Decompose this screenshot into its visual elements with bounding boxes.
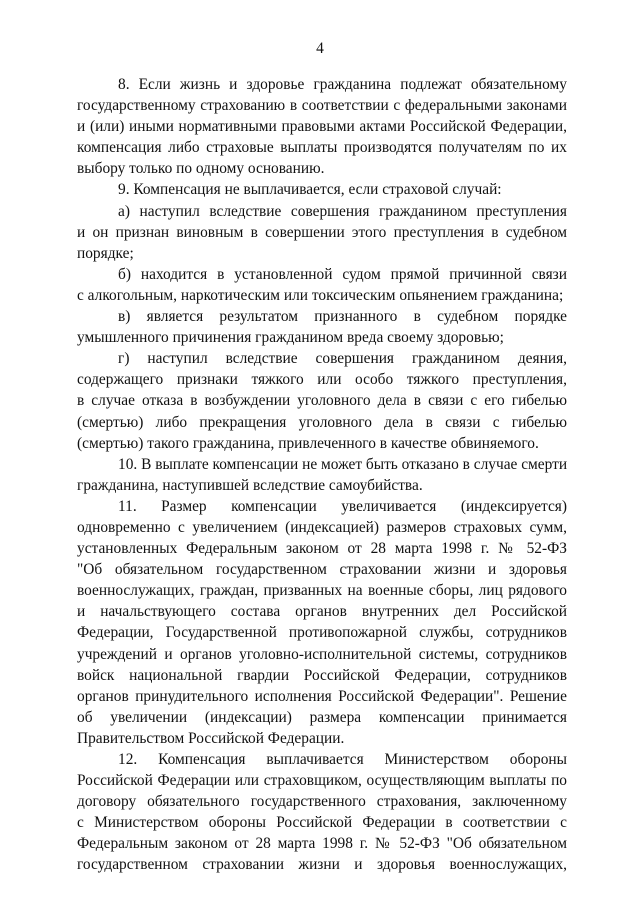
text-line: и он признан виновным в совершении этого преступления в судебном	[77, 223, 567, 241]
text-line: Федеральным законом от 28 марта 1998 г. № 52-ФЗ "Об обязательном	[77, 835, 567, 853]
text-line: (смертью) такого гражданина, привлеченного в качестве обвиняемого.	[77, 434, 539, 452]
text-line: и (или) иными нормативными правовыми актами Российской Федерации,	[77, 118, 567, 136]
text-line: компенсация либо страховые выплаты производятся получателям по их	[77, 139, 567, 157]
text-line: установленных Федеральным законом от 28 марта 1998 г. № 52-ФЗ	[77, 540, 567, 558]
text-line: гражданина, наступившей вследствие самоубийства.	[77, 476, 423, 494]
text-line: в случае отказа в возбуждении уголовного дела в связи с его гибелью	[77, 392, 567, 410]
text-line: органов принудительного исполнения Российской Федерации". Решение	[77, 687, 567, 705]
text-line: Российской Федерации или страховщиком, осуществляющим выплаты по	[77, 772, 567, 790]
text-line: 12. Компенсация выплачивается Министерством обороны	[118, 751, 567, 768]
text-line: 9. Компенсация не выплачивается, если страховой случай:	[118, 181, 502, 199]
text-line: с Министерством обороны Российской Федерации в соответствии с	[77, 814, 567, 832]
text-line: государственном страховании жизни и здоровья военнослужащих,	[77, 856, 567, 874]
document-body	[77, 74, 567, 876]
text-line: 10. В выплате компенсации не может быть отказано в случае смерти	[118, 455, 567, 473]
text-line: г) наступил вследствие совершения гражданином деяния,	[118, 350, 567, 368]
text-line: военнослужащих, граждан, призванных на военные сборы, лиц рядового	[77, 582, 567, 600]
text-line: государственному страхованию в соответствии с федеральными законами	[77, 97, 567, 115]
text-line: войск национальной гвардии Российской Федерации, сотрудников	[77, 666, 567, 684]
text-line: (смертью) либо прекращения уголовного дела в связи с гибелью	[77, 413, 567, 431]
text-line: и начальствующего состава органов внутренних дел Российской	[77, 603, 567, 621]
text-line: 11. Размер компенсации увеличивается (индексируется)	[118, 497, 567, 515]
text-line: "Об обязательном государственном страховании жизни и здоровья	[77, 561, 567, 579]
text-line: умышленного причинения гражданином вреда своему здоровью;	[77, 329, 504, 347]
text-line: б) находится в установленной судом прямой причинной связи	[118, 265, 567, 283]
text-line: в) является результатом признанного в судебном порядке	[118, 308, 567, 326]
text-line: выбору только по одному основанию.	[77, 160, 325, 178]
text-line: об увеличении (индексации) размера компенсации принимается	[77, 708, 567, 726]
text-line: порядке;	[77, 244, 134, 262]
text-line: одновременно с увеличением (индексацией) размеров страховых сумм,	[77, 518, 567, 536]
text-line: Правительством Российской Федерации.	[77, 729, 345, 747]
text-line: с алкогольным, наркотическим или токсическим опьянением гражданина;	[77, 286, 564, 304]
text-line: содержащего признаки тяжкого или особо тяжкого преступления,	[77, 371, 567, 389]
text-line: договору обязательного государственного страхования, заключенному	[77, 793, 567, 811]
page-number: 4	[316, 40, 324, 57]
text-line: учреждений и органов уголовно-исполнительной системы, сотрудников	[77, 645, 567, 663]
text-line: а) наступил вследствие совершения гражданином преступления	[118, 202, 567, 220]
text-line: Федерации, Государственной противопожарной службы, сотрудников	[77, 624, 567, 642]
text-line: 8. Если жизнь и здоровье гражданина подлежат обязательному	[118, 76, 567, 93]
